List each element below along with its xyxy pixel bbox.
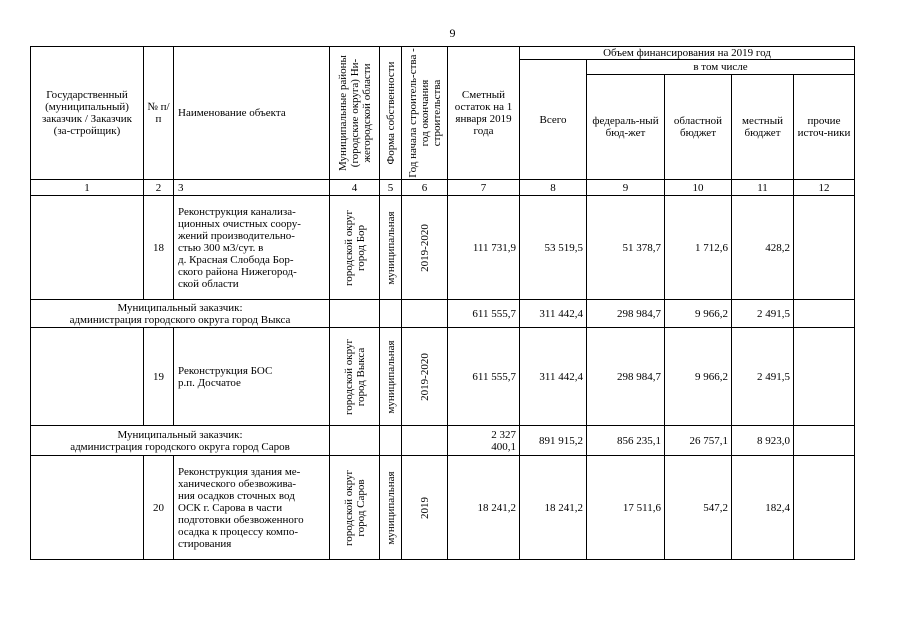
row18-customer bbox=[31, 196, 144, 300]
summary-vyksa-empty bbox=[380, 300, 402, 328]
summary-vyksa-estimate: 611 555,7 bbox=[448, 300, 520, 328]
col-number: 8 bbox=[520, 180, 587, 196]
col-number: 10 bbox=[665, 180, 732, 196]
row18-district: городской округ город Бор bbox=[330, 196, 380, 300]
col-number: 5 bbox=[380, 180, 402, 196]
col-number: 1 bbox=[31, 180, 144, 196]
row20-customer bbox=[31, 456, 144, 560]
row20-num: 20 bbox=[144, 456, 174, 560]
row18-years: 2019-2020 bbox=[402, 196, 448, 300]
table-row-18 bbox=[31, 196, 855, 300]
row19-district: городской округ город Выкса bbox=[330, 328, 380, 426]
summary-vyksa-regional: 9 966,2 bbox=[665, 300, 732, 328]
row20-district: городской округ город Саров bbox=[330, 456, 380, 560]
summary-sarov-federal: 856 235,1 bbox=[587, 426, 665, 456]
summary-vyksa-empty bbox=[330, 300, 380, 328]
table-row-20 bbox=[31, 456, 855, 560]
row18-num: 18 bbox=[144, 196, 174, 300]
row18-local: 428,2 bbox=[732, 196, 794, 300]
summary-row-vyksa bbox=[31, 300, 855, 328]
financing-table bbox=[30, 46, 855, 560]
row20-ownership: муниципальная bbox=[380, 456, 402, 560]
header-ownership: Форма собственности bbox=[380, 47, 402, 180]
summary-sarov-estimate: 2 327 400,1 bbox=[448, 426, 520, 456]
header-years: Год начала строитель-ства - год окончания строительства bbox=[402, 47, 448, 180]
summary-sarov-regional: 26 757,1 bbox=[665, 426, 732, 456]
col-number: 3 bbox=[174, 180, 330, 196]
summary-sarov-other bbox=[794, 426, 855, 456]
column-number-row bbox=[31, 180, 855, 196]
col-number: 11 bbox=[732, 180, 794, 196]
table-row-19 bbox=[31, 328, 855, 426]
row18-estimate: 111 731,9 bbox=[448, 196, 520, 300]
row20-object: Реконструкция здания ме- ханического обезвожива- ния осадков сточных вод ОСК г. Сарова в части подготовки обезвоженного осадка к процессу компо- стирования bbox=[174, 456, 330, 560]
row19-federal: 298 984,7 bbox=[587, 328, 665, 426]
summary-sarov-label: Муниципальный заказчик: администрация городского округа город Саров bbox=[31, 426, 330, 456]
col-number: 4 bbox=[330, 180, 380, 196]
row18-other bbox=[794, 196, 855, 300]
col-number: 12 bbox=[794, 180, 855, 196]
summary-vyksa-other bbox=[794, 300, 855, 328]
row19-local: 2 491,5 bbox=[732, 328, 794, 426]
row20-other bbox=[794, 456, 855, 560]
row19-years: 2019-2020 bbox=[402, 328, 448, 426]
header-district: Муниципальные районы (городские округа) Ни-жегородской области bbox=[330, 47, 380, 180]
summary-vyksa-empty bbox=[402, 300, 448, 328]
summary-vyksa-label: Муниципальный заказчик: администрация городского округа город Выкса bbox=[31, 300, 330, 328]
row20-federal: 17 511,6 bbox=[587, 456, 665, 560]
row19-object: Реконструкция БОС р.п. Досчатое bbox=[174, 328, 330, 426]
row18-total: 53 519,5 bbox=[520, 196, 587, 300]
header-row-1 bbox=[31, 47, 855, 60]
col-number: 7 bbox=[448, 180, 520, 196]
row19-other bbox=[794, 328, 855, 426]
header-regional: областной бюджет bbox=[665, 75, 732, 180]
row20-years: 2019 bbox=[402, 456, 448, 560]
row20-local: 182,4 bbox=[732, 456, 794, 560]
row19-ownership: муниципальная bbox=[380, 328, 402, 426]
header-funding-group: Объем финансирования на 2019 год bbox=[520, 47, 855, 60]
col-number: 9 bbox=[587, 180, 665, 196]
summary-sarov-total: 891 915,2 bbox=[520, 426, 587, 456]
row19-customer bbox=[31, 328, 144, 426]
header-federal: федераль-ный бюд-жет bbox=[587, 75, 665, 180]
row18-regional: 1 712,6 bbox=[665, 196, 732, 300]
row19-num: 19 bbox=[144, 328, 174, 426]
summary-vyksa-federal: 298 984,7 bbox=[587, 300, 665, 328]
header-other: прочие источ-ники bbox=[794, 75, 855, 180]
col-number: 2 bbox=[144, 180, 174, 196]
row18-object: Реконструкция канализа- ционных очистных соору- жений производительно- стью 300 м3/сут. в д. Красная Слобода Бор- ского района Нижегород- ской области bbox=[174, 196, 330, 300]
row18-ownership: муниципальная bbox=[380, 196, 402, 300]
page-number: 9 bbox=[449, 26, 456, 40]
header-customer: Государственный (муниципальный) заказчик / Заказчик (за-стройщик) bbox=[31, 47, 144, 180]
row18-federal: 51 378,7 bbox=[587, 196, 665, 300]
header-object: Наименование объекта bbox=[174, 47, 330, 180]
summary-row-sarov bbox=[31, 426, 855, 456]
row20-total: 18 241,2 bbox=[520, 456, 587, 560]
header-local: местный бюджет bbox=[732, 75, 794, 180]
row19-total: 311 442,4 bbox=[520, 328, 587, 426]
summary-sarov-empty bbox=[330, 426, 380, 456]
row20-estimate: 18 241,2 bbox=[448, 456, 520, 560]
header-num: № п/п bbox=[144, 47, 174, 180]
summary-vyksa-local: 2 491,5 bbox=[732, 300, 794, 328]
row19-regional: 9 966,2 bbox=[665, 328, 732, 426]
header-including: в том числе bbox=[587, 60, 855, 75]
summary-sarov-empty bbox=[380, 426, 402, 456]
col-number: 6 bbox=[402, 180, 448, 196]
summary-sarov-local: 8 923,0 bbox=[732, 426, 794, 456]
row19-estimate: 611 555,7 bbox=[448, 328, 520, 426]
header-estimate: Сметный остаток на 1 января 2019 года bbox=[448, 47, 520, 180]
summary-vyksa-total: 311 442,4 bbox=[520, 300, 587, 328]
row20-regional: 547,2 bbox=[665, 456, 732, 560]
header-total: Всего bbox=[520, 60, 587, 180]
summary-sarov-empty bbox=[402, 426, 448, 456]
